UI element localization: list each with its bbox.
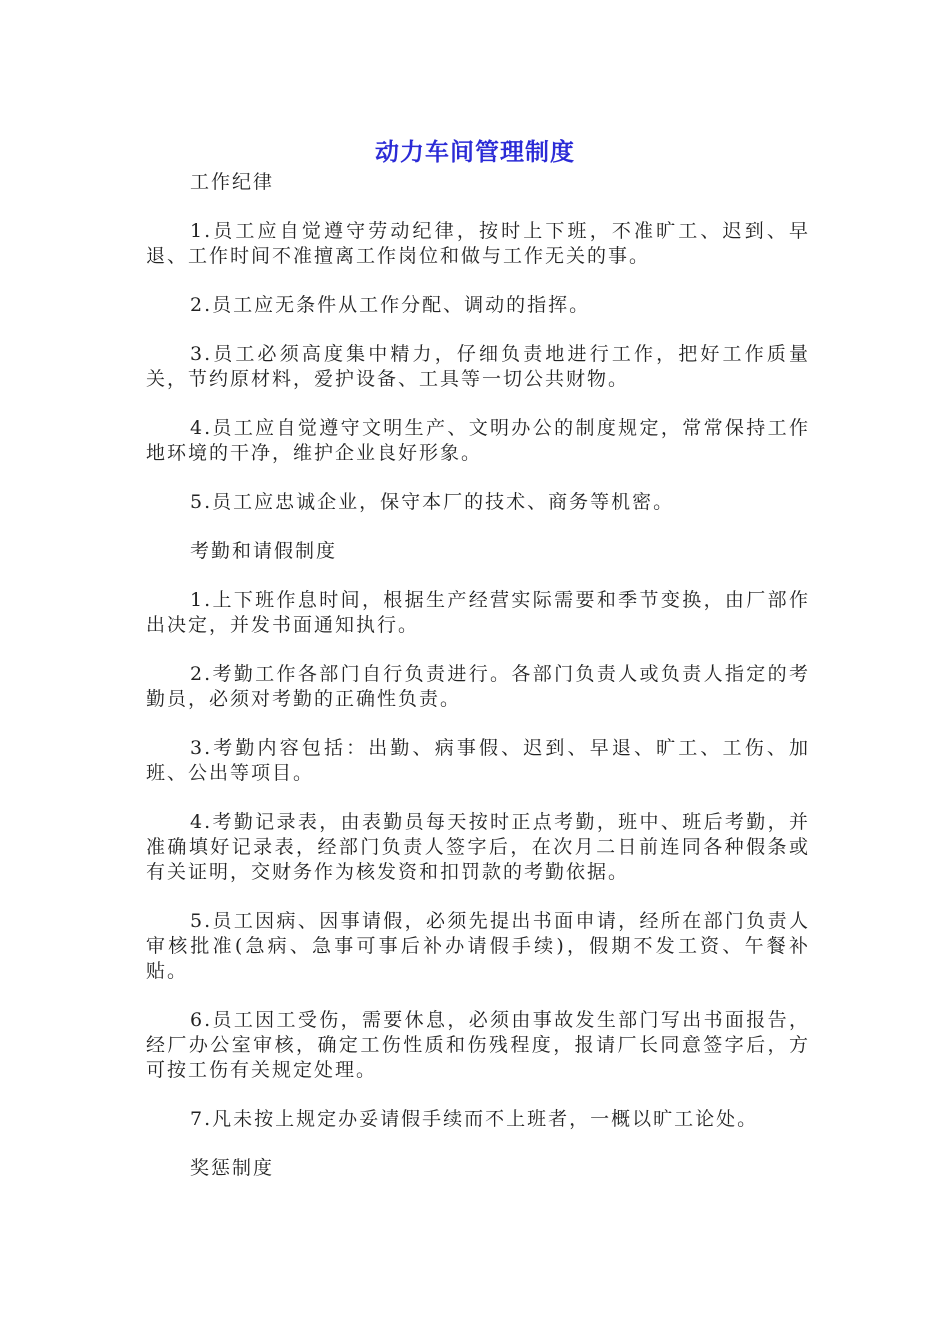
- paragraph: 3.考勤内容包括：出勤、病事假、迟到、早退、旷工、工伤、加班、公出等项目。: [146, 737, 810, 784]
- paragraph: 7.凡未按上规定办妥请假手续而不上班者，一概以旷工论处。: [190, 1108, 759, 1130]
- paragraph: 6.员工因工受伤，需要休息，必须由事故发生部门写出书面报告，经厂办公室审核，确定工伤性质和伤残程度，报请厂长同意签字后，方可按工伤有关规定处理。: [146, 1009, 810, 1081]
- section-heading: 工作纪律: [190, 171, 275, 193]
- paragraph: 2.员工应无条件从工作分配、调动的指挥。: [190, 294, 591, 316]
- document-title: 动力车间管理制度: [375, 138, 575, 166]
- paragraph: 4.考勤记录表，由表勤员每天按时正点考勤，班中、班后考勤，并准确填好记录表，经部门负责人签字后，在次月二日前连同各种假条或有关证明，交财务作为核发资和扣罚款的考勤依据。: [146, 811, 810, 883]
- paragraph: 1.员工应自觉遵守劳动纪律，按时上下班，不准旷工、迟到、早退、工作时间不准擅离工作岗位和做与工作无关的事。: [146, 220, 810, 267]
- section-heading: 考勤和请假制度: [190, 540, 338, 562]
- document-body: [146, 170, 810, 1181]
- paragraph: 3.员工必须高度集中精力，仔细负责地进行工作，把好工作质量关，节约原材料，爱护设备、工具等一切公共财物。: [146, 343, 810, 390]
- paragraph: 4.员工应自觉遵守文明生产、文明办公的制度规定，常常保持工作地环境的干净，维护企业良好形象。: [146, 417, 810, 464]
- paragraph: 5.员工因病、因事请假，必须先提出书面申请，经所在部门负责人审核批准(急病、急事可事后补办请假手续)，假期不发工资、午餐补贴。: [146, 910, 810, 982]
- paragraph: 5.员工应忠诚企业，保守本厂的技术、商务等机密。: [190, 491, 675, 513]
- paragraph: 1.上下班作息时间，根据生产经营实际需要和季节变换，由厂部作出决定，并发书面通知执行。: [146, 589, 810, 636]
- section-heading: 奖惩制度: [190, 1157, 275, 1179]
- paragraph: 2.考勤工作各部门自行负责进行。各部门负责人或负责人指定的考勤员，必须对考勤的正确性负责。: [146, 663, 810, 710]
